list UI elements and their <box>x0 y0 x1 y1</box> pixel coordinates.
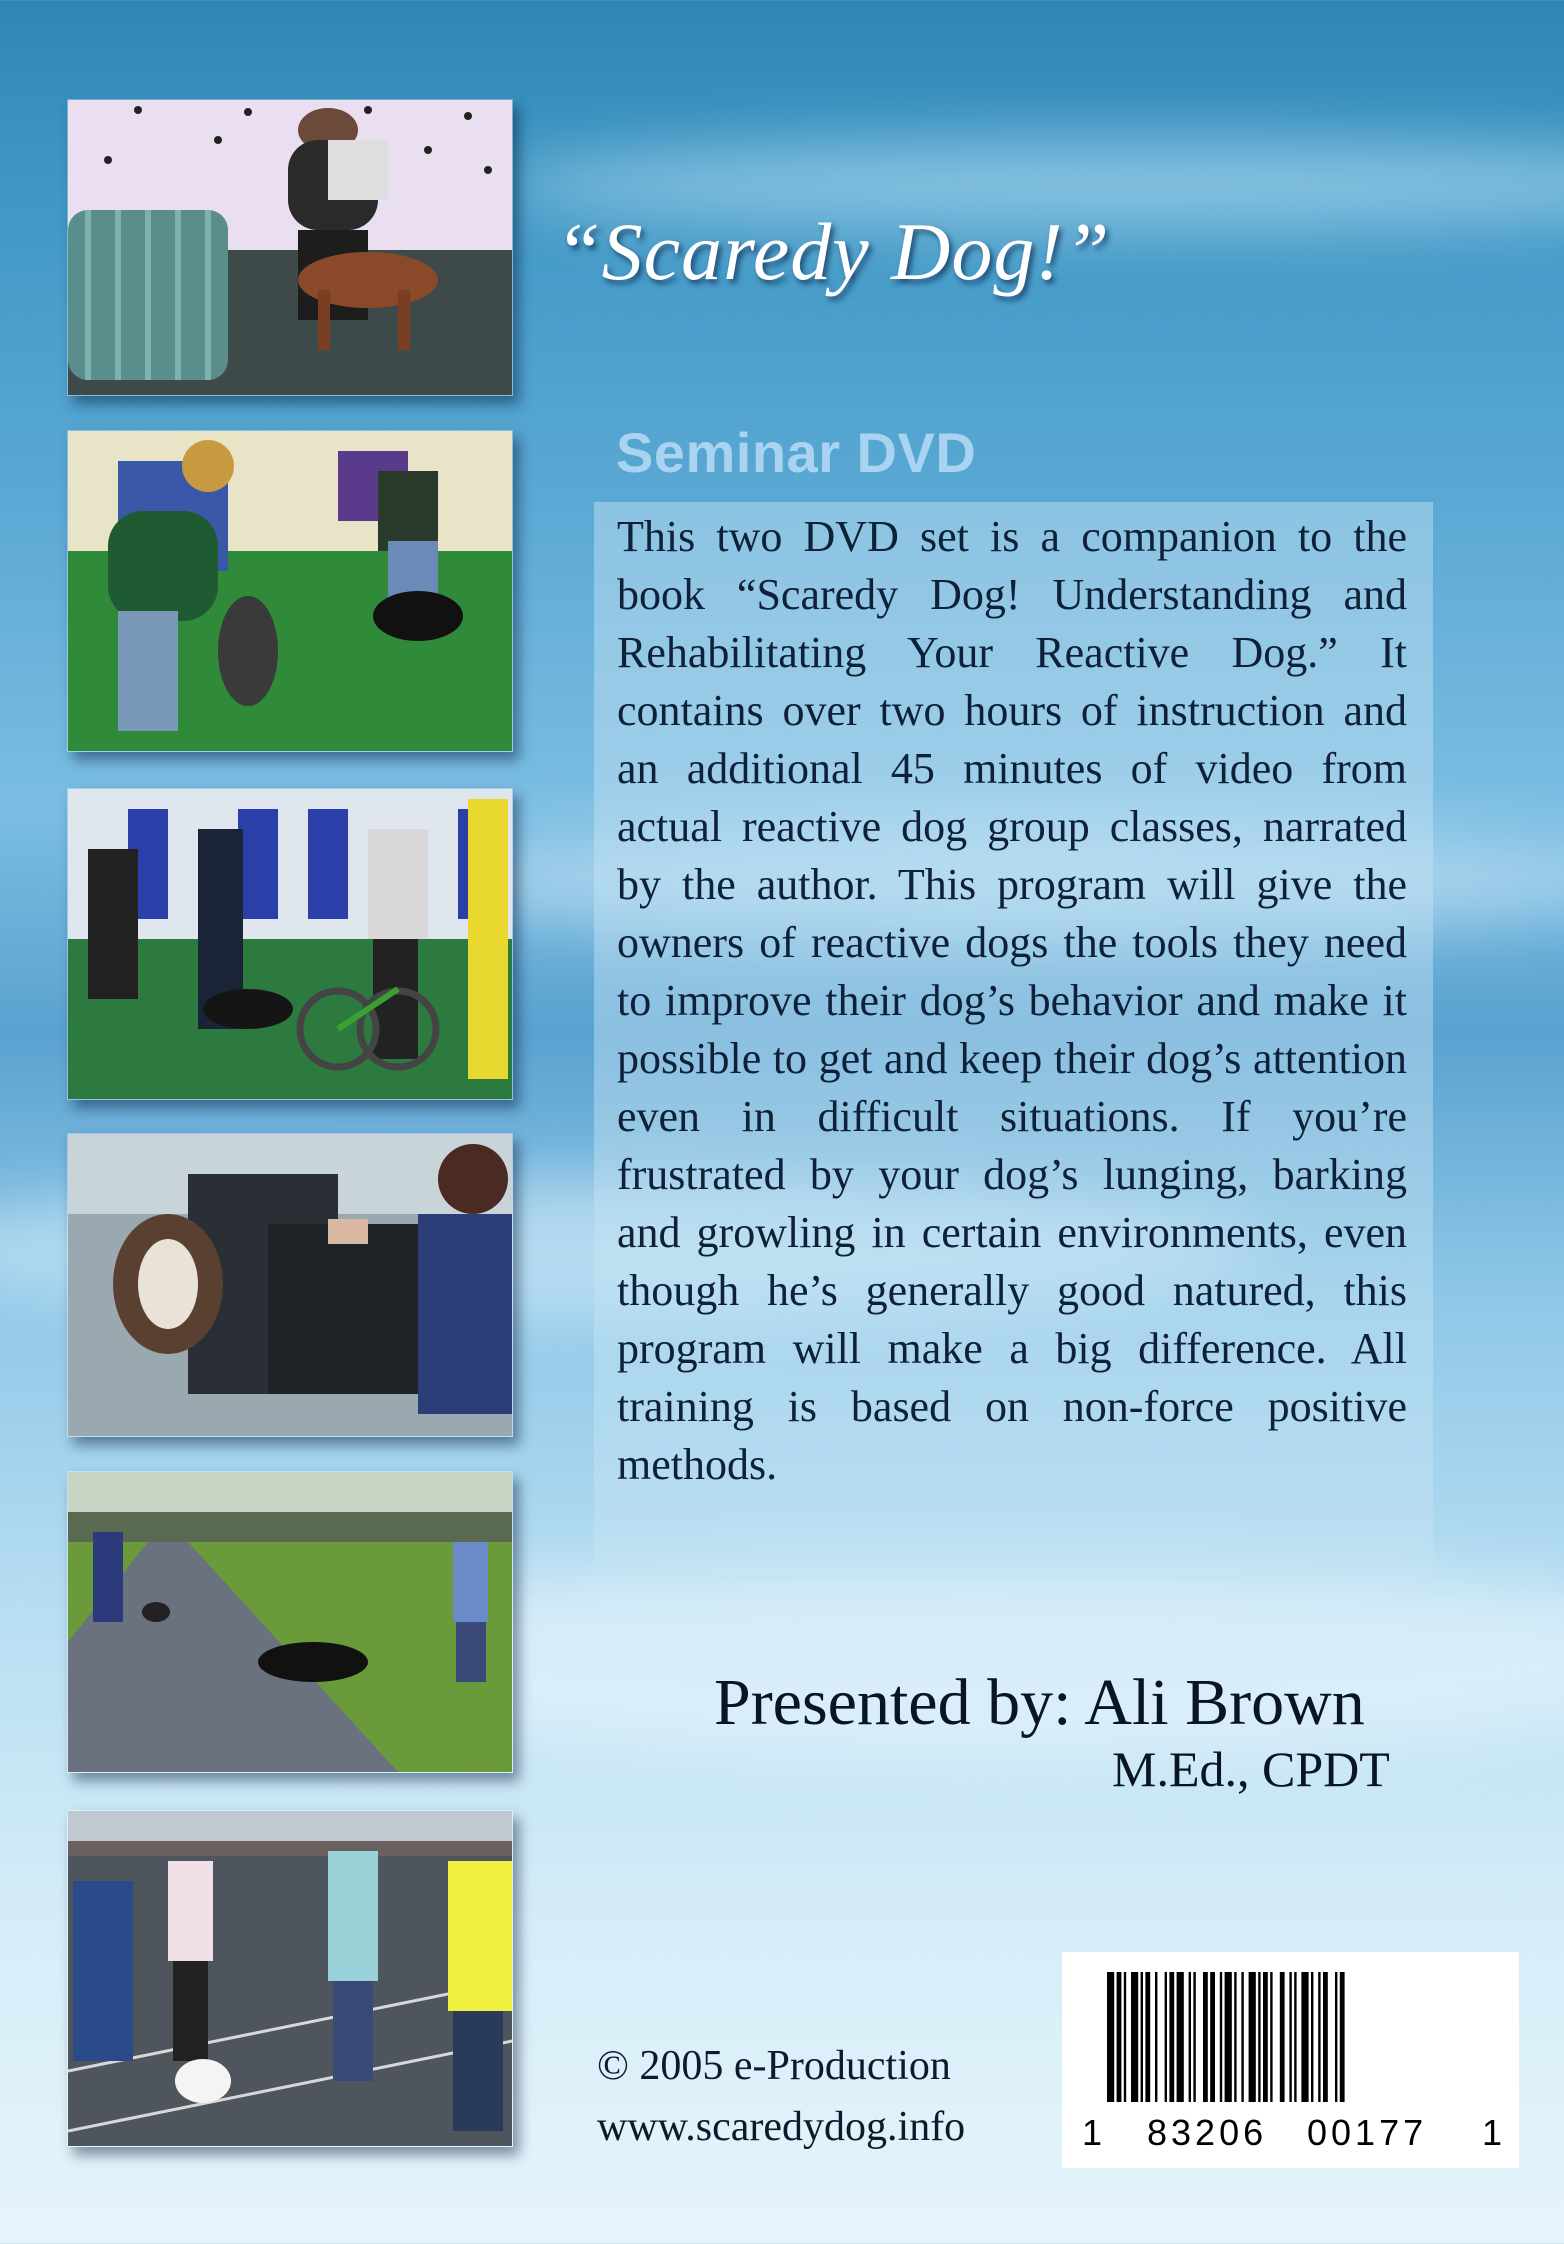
barcode-bar <box>1141 1972 1143 2102</box>
website-link[interactable]: www.scaredydog.info <box>597 2104 966 2150</box>
barcode-bar <box>1165 1972 1167 2102</box>
barcode-bar <box>1193 1972 1195 2102</box>
photo-park-path-walk <box>67 1471 513 1773</box>
photo-agility-tunnel <box>67 99 513 396</box>
barcode-bar <box>1145 1972 1150 2102</box>
barcode-bar <box>1225 1972 1232 2102</box>
presenter-credentials: M.Ed., CPDT <box>1112 1741 1390 1797</box>
barcode-bar <box>1294 1972 1296 2102</box>
barcode-bar <box>1289 1972 1291 2102</box>
barcode-bar <box>1210 1972 1215 2102</box>
photo-parking-lot-group <box>67 1810 513 2147</box>
barcode-bar <box>1263 1972 1268 2102</box>
barcode-first-digit: 1 <box>1082 2112 1103 2153</box>
barcode-bar <box>1258 1972 1260 2102</box>
barcode-bar <box>1131 1972 1138 2102</box>
barcode-bar <box>1220 1972 1222 2102</box>
barcode-bar <box>1301 1972 1308 2102</box>
barcode-bar <box>1107 1972 1114 2102</box>
presenter-line: Presented by: Ali Brown <box>714 1666 1365 1739</box>
barcode-bar <box>1155 1972 1157 2102</box>
copyright: © 2005 e-Production <box>597 2043 951 2089</box>
barcode-bar <box>1241 1972 1243 2102</box>
barcode-bar <box>1203 1972 1208 2102</box>
subtitle: Seminar DVD <box>616 421 977 484</box>
barcode-bars <box>1107 1972 1477 2102</box>
barcode-bar <box>1117 1972 1122 2102</box>
barcode-bar <box>1177 1972 1184 2102</box>
barcode <box>1062 1952 1519 2168</box>
page-title: “Scaredy Dog!” <box>555 206 1111 297</box>
barcode-left-group: 83206 <box>1147 2112 1268 2153</box>
barcode-right-group: 00177 <box>1307 2112 1428 2153</box>
barcode-bar <box>1280 1972 1285 2102</box>
barcode-bar <box>1340 1972 1345 2102</box>
photo-indoor-class-bicycle <box>67 788 513 1100</box>
barcode-bar <box>1234 1972 1236 2102</box>
photo-indoor-class-green-floor <box>67 430 513 752</box>
barcode-bar <box>1124 1972 1126 2102</box>
barcode-bar <box>1318 1972 1320 2102</box>
barcode-bar <box>1189 1972 1191 2102</box>
barcode-bar <box>1270 1972 1272 2102</box>
barcode-bar <box>1169 1972 1174 2102</box>
barcode-bar <box>1323 1972 1328 2102</box>
barcode-bar <box>1311 1972 1313 2102</box>
barcode-bar <box>1335 1972 1337 2102</box>
description-text: This two DVD set is a companion to the book “Scaredy Dog! Understanding and Rehabilitating Your Reactive Dog.” It contains over two hours of instruction and an additional 45 minutes of video from actual reactive dog group classes, narrated by the author. This program will give the owners of reactive dogs the tools they need to improve their dog’s behavior and make it possible to get and keep their dog’s attention even in difficult situations. If you’re frustrated by your dog’s lunging, barking and growling in certain environments, even though he’s generally good natured, this program will make a big difference. All training is based on non-force positive methods. <box>617 512 1407 1489</box>
barcode-last-digit: 1 <box>1482 2112 1503 2153</box>
photo-dog-in-car <box>67 1133 513 1437</box>
barcode-bar <box>1249 1972 1256 2102</box>
